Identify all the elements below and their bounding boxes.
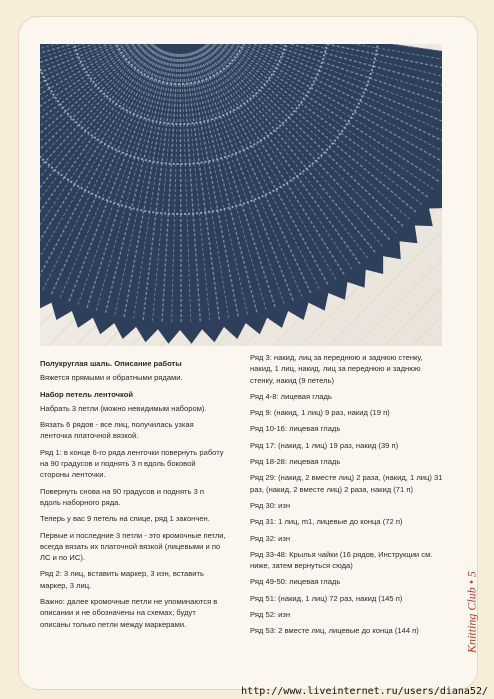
paragraph: Вязать 6 рядов - все лиц, получилась узкая ленточка платочной вязкой. bbox=[40, 420, 194, 441]
paragraph: Важно: далее кромочные петли не упоминаются в описании и не обозначены на схемах; будут описаны только петли между маркерами. bbox=[40, 597, 218, 629]
row-instruction: Ряд 10-16: лицевая гладь bbox=[250, 424, 341, 434]
brand-page-number bbox=[462, 552, 482, 672]
row-instruction: Ряд 33-48: Крылья чайки (16 рядов, Инструкции см. ниже, затем вернуться сюда) bbox=[250, 549, 433, 571]
row-instruction: Ряд 3: накид, лиц за переднюю и заднюю стенку, накид, 1 лиц, накид, лиц за переднюю и заднюю стенку, накид (9 петель) bbox=[250, 353, 423, 385]
watermark-url[interactable]: http://www.liveinternet.ru/users/diana52/ bbox=[241, 686, 488, 697]
shawl-photo bbox=[40, 44, 442, 346]
section-subtitle: Набор петель ленточкой bbox=[40, 389, 134, 399]
paragraph: Повернуть снова на 90 градусов и поднять 3 п вдоль наборного ряда. bbox=[40, 486, 205, 507]
instructions-left-column bbox=[40, 358, 226, 635]
row-instruction: Ряд 17: (накид, 1 лиц) 19 раз, накид (39 п) bbox=[250, 440, 399, 450]
paragraph: Ряд 1: в конце 6-го ряда ленточки повернуть работу на 90 градусов и поднять 3 п вдоль боковой стороны ленточки. bbox=[40, 447, 224, 480]
paragraph: Вяжется прямыми и обратными рядами. bbox=[40, 373, 183, 383]
row-instruction: Ряд 53: 2 вместе лиц, лицевые до конца (144 п) bbox=[250, 626, 419, 636]
row-instruction: Ряд 4-8: лицевая гладь bbox=[250, 391, 332, 401]
row-instruction: Ряд 29: (накид, 2 вместе лиц) 2 раза, (накид, 1 лиц) 31 раз, (накид, 2 вместе лиц) 2 раза, накид (71 п) bbox=[250, 473, 443, 494]
paragraph: Первые и последние 3 петли - это кромочные петли, всегда вязать их платочной вязкой (лицевыми и по ЛС и по ИС). bbox=[40, 530, 226, 563]
instructions-right-column bbox=[250, 352, 446, 642]
row-instruction: Ряд 30: изн bbox=[250, 500, 291, 510]
row-instruction: Ряд 51: (накид, 1 лиц) 72 раз, накид (145 п) bbox=[250, 593, 403, 603]
row-instruction: Ряд 9: (накид, 1 лиц) 9 раз, накид (19 п) bbox=[250, 408, 390, 418]
row-instruction: Ряд 52: изн bbox=[250, 610, 291, 620]
row-instruction: Ряд 31: 1 лиц, m1, лицевые до конца (72 п) bbox=[250, 517, 403, 527]
row-instruction: Ряд 18-28: лицевая гладь bbox=[250, 457, 341, 467]
section-title: Полукруглая шаль. Описание работы bbox=[40, 359, 182, 368]
paragraph: Ряд 2: 3 лиц, вставить маркер, 3 изн, вставить маркер, 3 лиц. bbox=[40, 569, 204, 590]
paragraph: Набрать 3 петли (можно невидимым набором). bbox=[40, 403, 207, 413]
row-instruction: Ряд 32: изн bbox=[250, 533, 291, 543]
paragraph: Теперь у вас 9 петель на спице, ряд 1 закончен. bbox=[40, 514, 210, 524]
row-instruction: Ряд 49-50: лицевая гладь bbox=[250, 577, 341, 587]
brand-label: Knitting Club • 5 bbox=[464, 571, 479, 653]
